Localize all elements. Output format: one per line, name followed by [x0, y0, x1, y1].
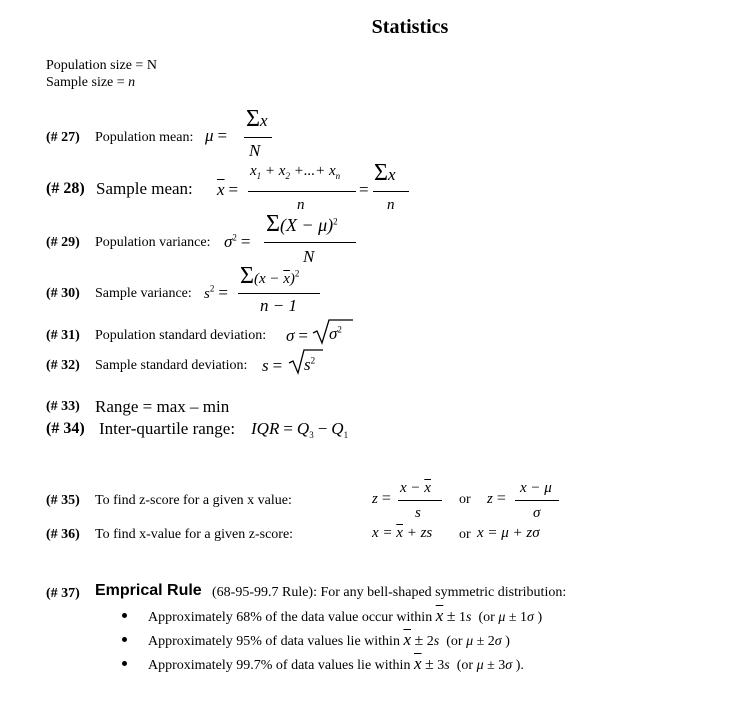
formula-35-number: (# 35) [46, 493, 80, 508]
formula-30-label: Sample variance: [95, 286, 192, 301]
population-variance-formula: $\sigma^2$ = [224, 232, 251, 251]
empirical-bullet-2: Approximately 95% of data values lie within $\overline{x} \pm 2s$ (or μ ± 2σ ) [148, 630, 510, 649]
sample-variance-formula: $s^2$ = [204, 283, 228, 302]
bullet-icon [122, 661, 127, 666]
sample-variance-denominator: n − 1 [260, 296, 297, 315]
population-variance-numerator: $\Sigma(X - \mu)^2$ [266, 211, 338, 237]
population-sd-formula: σ = [286, 326, 308, 345]
sample-mean-sum-numerator: $x_1 + x_2$ +...+ $x_n$ [250, 163, 341, 181]
formula-28-number: (# 28) [46, 180, 85, 197]
x-value-formula: $x = \overline{x}$ + zs [372, 525, 433, 541]
or-word-35: or [459, 492, 471, 507]
formula-36-number: (# 36) [46, 527, 80, 542]
z-score-population-formula: z = [487, 490, 506, 507]
formula-34-number: (# 34) [46, 420, 85, 437]
population-size-line: Population size = N [46, 58, 157, 73]
formula-27-number: (# 27) [46, 130, 80, 145]
z-score-formula: z = [372, 490, 391, 507]
formula-29-label: Population variance: [95, 235, 211, 250]
bullet-icon [122, 637, 127, 642]
formula-32-label: Sample standard deviation: [95, 358, 248, 373]
iqr-formula: IQR = $Q_3 - Q_1$ [251, 419, 349, 441]
empirical-rule-title: Emprical Rule [95, 582, 202, 599]
sample-size-line [46, 75, 135, 91]
sample-mean-sigma-numerator: Σx [374, 160, 396, 186]
population-mean-numerator: Σx [246, 106, 268, 132]
formula-36-label: To find x-value for a given z-score: [95, 527, 294, 542]
sample-size-label: Sample size = [46, 75, 129, 90]
formula-29-number: (# 29) [46, 235, 80, 250]
population-mean-denominator: N [249, 141, 261, 160]
formula-31-number: (# 31) [46, 328, 80, 343]
empirical-bullet-1: Approximately 68% of the data value occur within $\overline{x} \pm 1s$ (or μ ± 1σ ) [148, 606, 543, 625]
formula-32-number: (# 32) [46, 358, 80, 373]
sample-mean-sum-denominator: n [297, 197, 305, 213]
empirical-rule-subtitle: (68-95-99.7 Rule): For any bell-shaped symmetric distribution: [212, 585, 567, 600]
empirical-bullet-3: Approximately 99.7% of data values lie within $\overline{x} \pm 3s$ (or μ ± 3σ ). [148, 654, 524, 673]
formula-31-label: Population standard deviation: [95, 328, 267, 343]
formula-30-number: (# 30) [46, 286, 80, 301]
sample-mean-sigma-denominator: n [387, 197, 395, 213]
page-title: Statistics [371, 16, 449, 38]
formula-34-label: Inter-quartile range: [99, 419, 236, 438]
bullet-icon [122, 613, 127, 618]
formula-33-label: Range = max – min [95, 397, 230, 416]
sample-variance-numerator: $\Sigma(x - \overline{x})^2$ [240, 263, 300, 289]
formula-28-label: Sample mean: [96, 179, 193, 198]
population-variance-denominator: N [303, 247, 315, 266]
sample-mean-formula: $\overline{x}$ = [217, 180, 239, 199]
formula-35-label: To find z-score for a given x value: [95, 493, 292, 508]
or-word-36: or [459, 527, 471, 542]
formula-37-number: (# 37) [46, 586, 80, 601]
population-mean-formula: μ = [205, 126, 228, 145]
sample-size-var: n [128, 75, 136, 90]
formula-33-number: (# 33) [46, 399, 80, 414]
sample-sd-formula: s = [262, 356, 283, 375]
formula-27-label: Population mean: [95, 130, 194, 145]
x-value-population-formula: x = μ + zσ [477, 525, 540, 541]
